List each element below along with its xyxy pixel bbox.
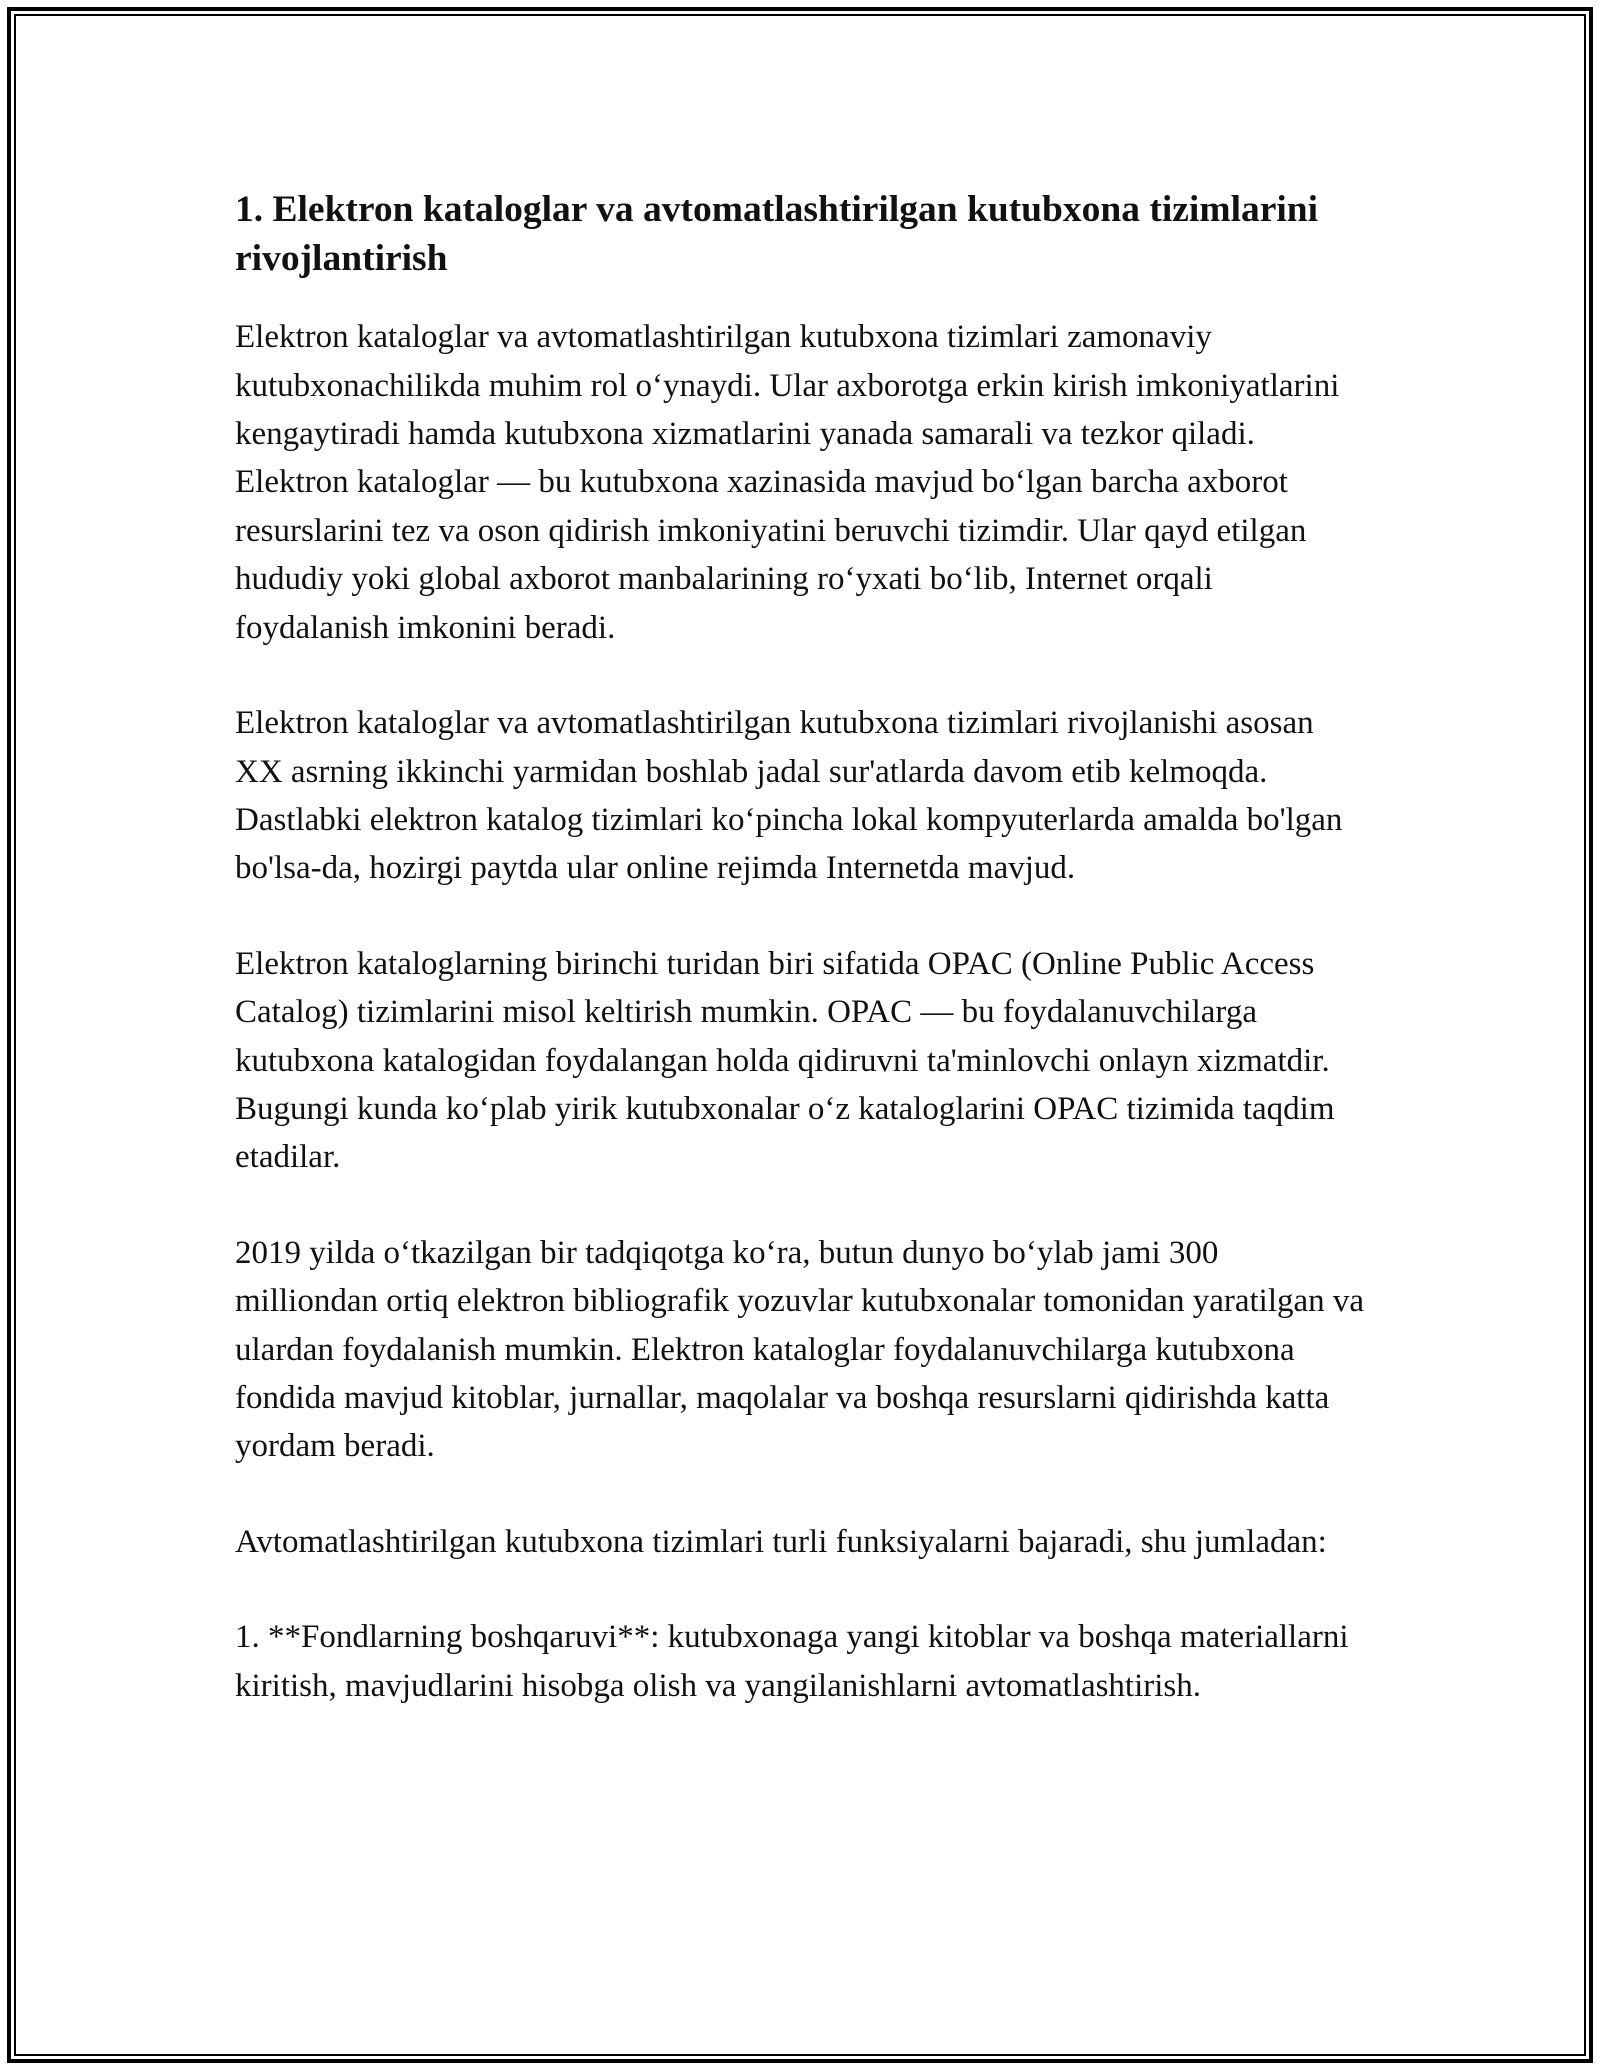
- section-heading: 1. Elektron kataloglar va avtomatlashtirilgan kutubxona tizimlarini rivojlantirish: [235, 189, 1319, 280]
- paragraph-opac: Elektron kataloglarning birinchi turidan biri sifatida OPAC (Online Public Access Catalog) tizimlarini misol keltirish mumkin. OPAC — bu foydalanuvchilarga kutubxona katalogidan foydalangan holda qidiruvni ta'minlovchi onlayn xizmatdir. Bugungi kunda ko‘plab yirik kutubxonalar o‘z kataloglarini OPAC tizimida taqdim etadilar.: [235, 945, 1335, 1176]
- document-body: [235, 185, 1365, 1710]
- paragraph-statistics: 2019 yilda o‘tkazilgan bir tadqiqotga ko‘ra, butun dunyo bo‘ylab jami 300 milliondan ortiq elektron bibliografik yozuvlar kutubxonalar tomonidan yaratilgan va ulardan foydalanish mumkin. Elektron kataloglar foydalanuvchilarga kutubxona fondida mavjud kitoblar, jurnallar, maqolalar va boshqa resurslarni qidirishda katta yordam beradi.: [235, 1234, 1365, 1465]
- paragraph-functions-item-1: 1. **Fondlarning boshqaruvi**: kutubxonaga yangi kitoblar va boshqa materiallarni kiritish, mavjudlarini hisobga olish va yangilanishlarni avtomatlashtirish.: [235, 1619, 1349, 1704]
- paragraph-functions-intro: Avtomatlashtirilgan kutubxona tizimlari turli funksiyalarni bajaradi, shu jumladan:: [235, 1523, 1327, 1560]
- paragraph-intro: Elektron kataloglar va avtomatlashtirilgan kutubxona tizimlari zamonaviy kutubxonachilikda muhim rol o‘ynaydi. Ular axborotga erkin kirish imkoniyatlarini kengaytiradi hamda kutubxona xizmatlarini yanada samarali va tezkor qiladi. Elektron kataloglar — bu kutubxona xazinasida mavjud bo‘lgan barcha axborot resurslarini tez va oson qidirish imkoniyatini beruvchi tizimdir. Ular qayd etilgan hududiy yoki global axborot manbalarining ro‘yxati bo‘lib, Internet orqali foydalanish imkonini beradi.: [235, 319, 1340, 646]
- paragraph-history: Elektron kataloglar va avtomatlashtirilgan kutubxona tizimlari rivojlanishi asosan XX asrning ikkinchi yarmidan boshlab jadal sur'atlarda davom etib kelmoqda. Dastlabki elektron katalog tizimlari ko‘pincha lokal kompyuterlarda amalda bo'lgan bo'lsa-da, hozirgi paytda ular online rejimda Internetda mavjud.: [235, 705, 1343, 887]
